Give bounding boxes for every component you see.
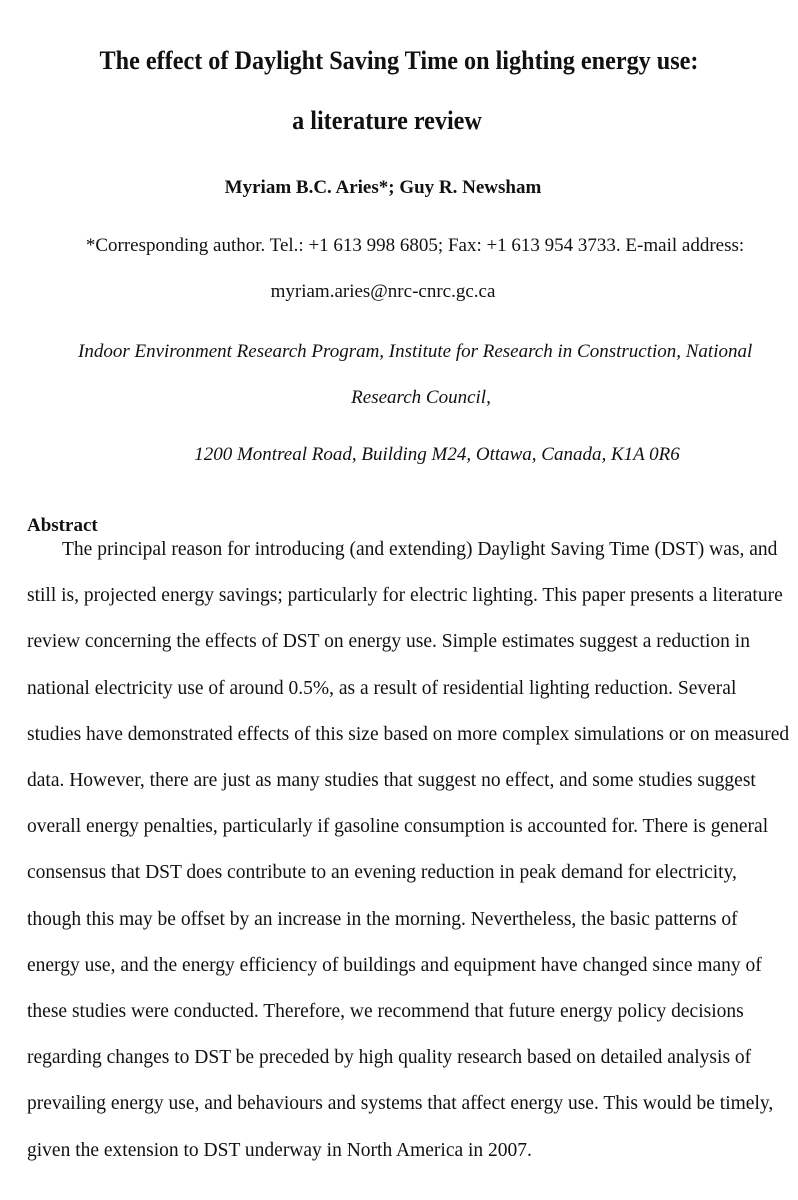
paper-title-line-1: The effect of Daylight Saving Time on lighting energy use:	[99, 46, 699, 75]
abstract-line: though this may be offset by an increase in the morning. Nevertheless, the basic patterns of	[27, 908, 738, 930]
abstract-line: overall energy penalties, particularly if gasoline consumption is accounted for. There is general	[27, 816, 769, 838]
abstract-line: these studies were conducted. Therefore, we recommend that future energy policy decisions	[27, 1001, 744, 1022]
abstract-line: national electricity use of around 0.5%, as a result of residential lighting reduction. Several	[27, 677, 737, 699]
abstract-line: review concerning the effects of DST on energy use. Simple estimates suggest a reduction in	[27, 631, 750, 653]
paper-title-line-2: a literature review	[292, 106, 482, 135]
abstract-line: still is, projected energy savings; particularly for electric lighting. This paper presents a literature	[27, 585, 783, 607]
corresponding-author-line-1: *Corresponding author. Tel.: +1 613 998 6805; Fax: +1 613 954 3733. E-mail address:	[85, 235, 745, 256]
abstract-line: studies have demonstrated effects of this size based on more complex simulations or on measured	[27, 723, 790, 745]
corresponding-author-email: myriam.aries@nrc-cnrc.gc.ca	[270, 281, 496, 302]
authors: Myriam B.C. Aries*; Guy R. Newsham	[224, 177, 542, 198]
affiliation-line-1: Indoor Environment Research Program, Institute for Research in Construction, National	[78, 341, 753, 362]
abstract-line: given the extension to DST underway in North America in 2007.	[27, 1139, 532, 1161]
abstract-line: regarding changes to DST be preceded by high quality research based on detailed analysis of	[27, 1047, 752, 1069]
abstract-line: prevailing energy use, and behaviours and systems that affect energy use. This would be timely,	[27, 1093, 774, 1115]
abstract-heading: Abstract	[27, 515, 98, 536]
abstract-line: energy use, and the energy efficiency of buildings and equipment have changed since many of	[27, 954, 762, 976]
abstract-line: data. However, there are just as many studies that suggest no effect, and some studies suggest	[27, 770, 756, 791]
abstract-line: The principal reason for introducing (and extending) Daylight Saving Time (DST) was, and	[62, 539, 778, 560]
abstract-line: consensus that DST does contribute to an evening reduction in peak demand for electricity,	[27, 862, 737, 884]
affiliation-line-2: Research Council,	[351, 387, 491, 408]
address: 1200 Montreal Road, Building M24, Ottawa, Canada, K1A 0R6	[194, 444, 680, 465]
